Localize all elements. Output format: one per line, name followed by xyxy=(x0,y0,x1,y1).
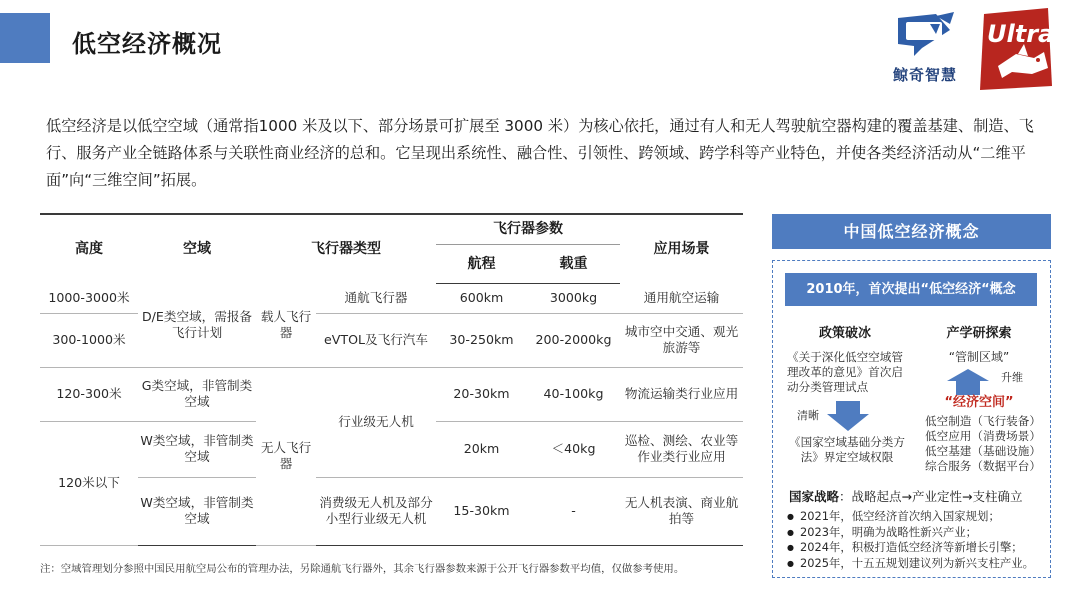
industry-item: 低空制造（飞行装备） xyxy=(925,414,1041,428)
cell-range: 30-250km xyxy=(436,313,527,367)
cell-type-group: 无人飞行器 xyxy=(256,367,316,545)
list-item: ● 2023年，明确为战略性新兴产业； xyxy=(787,525,1034,541)
cell-airspace: D/E类空域，需报备飞行计划 xyxy=(138,283,256,367)
cell-airspace: W类空域，非管制类空域 xyxy=(138,421,256,477)
concept-box xyxy=(772,260,1051,578)
list-item: ● 2024年，积极打造低空经济等新增长引擎； xyxy=(787,540,1034,556)
list-item: ● 2021年，低空经济首次纳入国家规划； xyxy=(787,509,1034,525)
cell-scenario: 无人机表演、商业航拍等 xyxy=(620,477,743,545)
header-airspace: 空域 xyxy=(138,214,256,283)
strategy-label: 国家战略 xyxy=(789,489,840,504)
cell-airspace: G类空域，非管制类空域 xyxy=(138,367,256,421)
table-row xyxy=(40,283,743,313)
header-payload: 载重 xyxy=(527,244,620,283)
industry-title: 产学研探索 xyxy=(946,326,1012,341)
cell-aircraft: eVTOL及飞行汽车 xyxy=(316,313,436,367)
cell-payload: 40-100kg xyxy=(527,367,620,421)
table-row xyxy=(40,367,743,421)
cell-height: 1000-3000米 xyxy=(40,283,138,313)
low-altitude-table xyxy=(40,213,743,546)
intro-paragraph: 低空经济是以低空空域（通常指1000 米及以下、部分场景可扩展至 3000 米）为核心依托，通过有人和无人驾驶航空器构建的覆盖基建、制造、飞行、服务产业全链路体系与关联性商业经济的总和。它呈现出系统性、融合性、引领性、跨领域、跨学科等产业特色，并使各类经济活动从“二维平面”向“三维空间”拓展。 xyxy=(46,117,1034,189)
ultra-logo-text: Ultra xyxy=(987,20,1055,48)
cell-payload: 200-2000kg xyxy=(527,313,620,367)
cell-scenario: 巡检、测绘、农业等作业类行业应用 xyxy=(620,421,743,477)
strategy-list xyxy=(787,509,1034,571)
strategy-text: ：战略起点→产业定性→支柱确立 xyxy=(839,489,1023,504)
cell-payload: 3000kg xyxy=(527,283,620,313)
title-accent-block xyxy=(0,13,50,63)
economy-space: “经济空间” xyxy=(944,395,1014,410)
industry-item: 低空应用（消费场景） xyxy=(925,429,1041,443)
cell-payload: ＜40kg xyxy=(527,421,620,477)
down-arrow-icon xyxy=(827,401,869,431)
cell-height: 120-300米 xyxy=(40,367,138,421)
cell-height: 120米以下 xyxy=(40,421,138,545)
cell-type-group: 载人飞行器 xyxy=(256,283,316,367)
header-height: 高度 xyxy=(40,214,138,283)
industry-item: 综合服务（数据平台） xyxy=(925,459,1041,473)
policy-title: 政策破冰 xyxy=(818,326,871,341)
header-params: 飞行器参数 xyxy=(436,214,620,244)
controlled-zone: “管制区域” xyxy=(948,350,1010,364)
ultra-logo xyxy=(978,8,1058,90)
jingqi-logo xyxy=(884,10,966,88)
cell-airspace: W类空域，非管制类空域 xyxy=(138,477,256,545)
table-row xyxy=(40,477,743,545)
cell-range: 20km xyxy=(436,421,527,477)
cell-scenario: 城市空中交通、观光旅游等 xyxy=(620,313,743,367)
cell-range: 20-30km xyxy=(436,367,527,421)
cell-aircraft: 行业级无人机 xyxy=(316,367,436,477)
year-banner: 2010年，首次提出“低空经济“概念 xyxy=(785,273,1037,306)
concept-header: 中国低空经济概念 xyxy=(772,214,1051,249)
cell-scenario: 通用航空运输 xyxy=(620,283,743,313)
upgrade-label: 升维 xyxy=(1001,371,1023,384)
clarify-label: 清晰 xyxy=(797,409,819,422)
industry-item: 低空基建（基础设施） xyxy=(925,444,1041,458)
industry-items xyxy=(921,414,1045,474)
header-scenario: 应用场景 xyxy=(620,214,743,283)
cell-scenario: 物流运输类行业应用 xyxy=(620,367,743,421)
cell-range: 15-30km xyxy=(436,477,527,545)
jingqi-logo-name: 鲸奇智慧 xyxy=(892,66,957,84)
strategy-title xyxy=(789,487,1022,505)
footnote: 注：空域管理划分参照中国民用航空局公布的管理办法，另除通航飞行器外，其余飞行器参数来源于公开飞行器参数平均值，仅做参考使用。 xyxy=(40,563,685,575)
cell-range: 600km xyxy=(436,283,527,313)
header-aircraft-type: 飞行器类型 xyxy=(256,214,436,283)
jingqi-logo-icon xyxy=(892,10,958,60)
cell-aircraft: 消费级无人机及部分小型行业级无人机 xyxy=(316,477,436,545)
cell-payload: - xyxy=(527,477,620,545)
page-title: 低空经济概况 xyxy=(72,30,222,58)
list-item: ● 2025年，十五五规划建议列为新兴支柱产业。 xyxy=(787,556,1034,572)
cell-aircraft: 通航飞行器 xyxy=(316,283,436,313)
policy-doc-2: 《国家空域基础分类方法》界定空域权限 xyxy=(789,435,905,464)
header-range: 航程 xyxy=(436,244,527,283)
cell-height: 300-1000米 xyxy=(40,313,138,367)
policy-doc-1: 《关于深化低空空域管理改革的意见》首次启动分类管理试点 xyxy=(787,350,903,394)
